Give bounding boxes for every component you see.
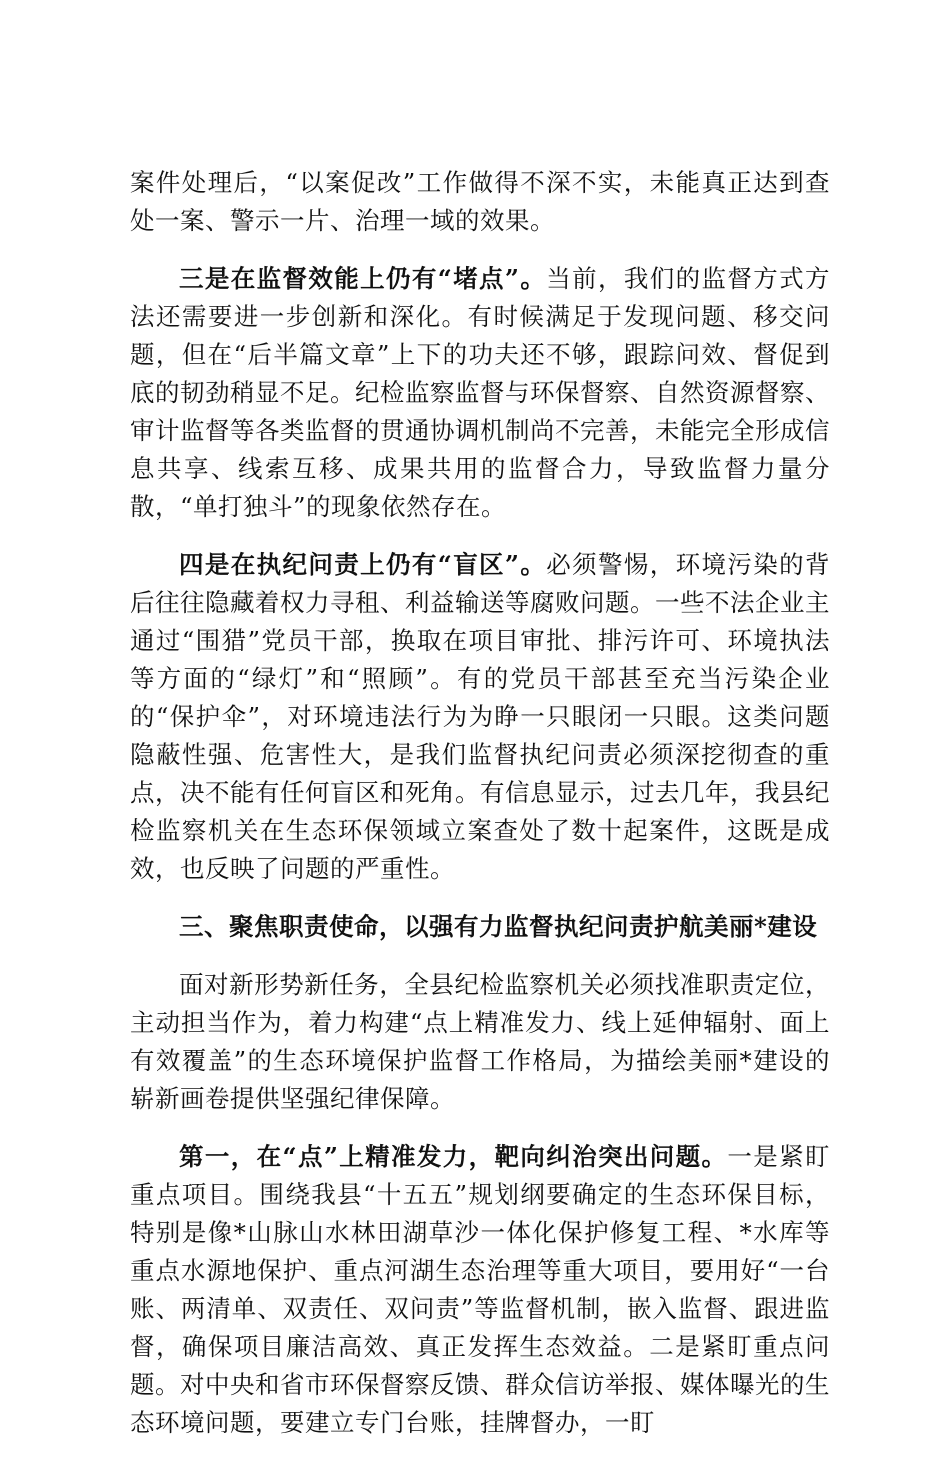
paragraph-text: 当前，我们的监督方式方法还需要进一步创新和深化。有时候满足于发现问题、移交问题，但在“后半篇文章”上下的功夫还不够，跟踪问效、督促到底的韧劲稍显不足。纪检监察监督与环保督察、自然资源督察、审计监督等各类监督的贯通协调机制尚不完善，未能完全形成信息共享、线索互移、成果共用的监督合力，导致监督力量分散，“单打独斗”的现象依然存在。 [130,264,831,521]
paragraph-text: 案件处理后，“以案促改”工作做得不深不实，未能真正达到查处一案、警示一片、治理一域的效果。 [130,168,830,235]
paragraph-lead: 四是在执纪问责上仍有“盲区”。 [179,550,547,579]
paragraph-text: 必须警惕，环境污染的背后往往隐藏着权力寻租、利益输送等腐败问题。一些不法企业主通过“围猎”党员干部，换取在项目审批、排污许可、环境执法等方面的“绿灯”和“照顾”。有的党员干部甚至充当污染企业的“保护伞”，对环境违法行为为睁一只眼闭一只眼。这类问题隐蔽性强、危害性大，是我们监督执纪问责必须深挖彻查的重点，决不能有任何盲区和死角。有信息显示，过去几年，我县纪检监察机关在生态环保领域立案查处了数十起案件，这既是成效，也反映了问题的严重性。 [130,550,831,883]
paragraph-lead: 第一，在“点”上精准发力，靶向纠治突出问题。 [179,1142,728,1171]
section-heading: 三、聚焦职责使命，以强有力监督执纪问责护航美丽*建设 [179,912,818,941]
document-body [130,164,830,1462]
paragraph-text: 一是紧盯重点项目。围绕我县“十五五”规划纲要确定的生态环保目标，特别是像*山脉山水林田湖草沙一体化保护修复工程、*水库等重点水源地保护、重点河湖生态治理等重大项目，要用好“一台账、两清单、双责任、双问责”等监督机制，嵌入监督、跟进监督，确保项目廉洁高效、真正发挥生态效益。二是紧盯重点问题。对中央和省市环保督察反馈、群众信访举报、媒体曝光的生态环境问题，要建立专门台账，挂牌督办，一盯 [130,1142,831,1437]
paragraph-accountability [130,546,830,888]
paragraph-continuation [130,164,830,240]
paragraph-point-focus [130,1138,830,1442]
paragraph-lead: 三是在监督效能上仍有“堵点”。 [179,264,547,293]
paragraph-new-tasks [130,966,830,1118]
paragraph-text: 面对新形势新任务，全县纪检监察机关必须找准职责定位，主动担当作为，着力构建“点上精准发力、线上延伸辐射、面上有效覆盖”的生态环境保护监督工作格局，为描绘美丽*建设的崭新画卷提供坚强纪律保障。 [130,970,830,1113]
paragraph-supervision-efficiency [130,260,830,526]
